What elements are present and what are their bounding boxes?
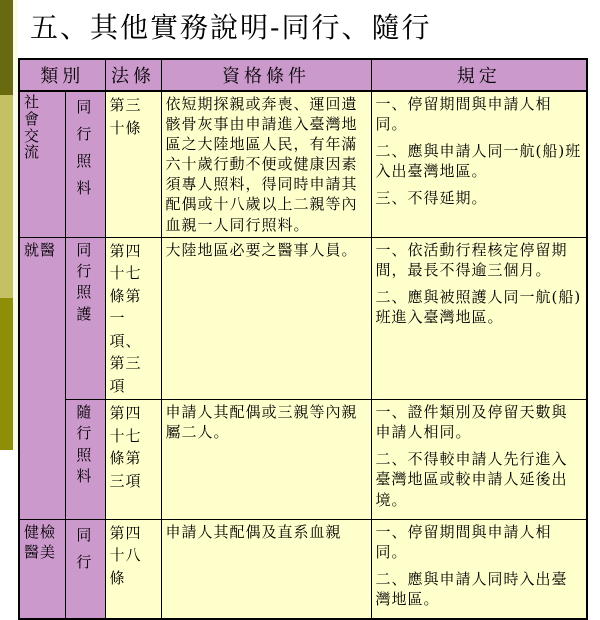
table-row — [19, 91, 587, 237]
qualification-cell — [161, 91, 371, 237]
regulation-item: 二、應與申請人同時入出臺灣地區。 — [375, 569, 568, 608]
law-cell — [105, 519, 161, 619]
qualification-text: 申請人其配偶及直系血親 — [165, 522, 342, 541]
sidebar-accent-top — [0, 0, 13, 95]
regulation-item: 二、不得較申請人先行進入臺灣地區或較申請人延後出境。 — [375, 450, 568, 509]
column-header-category: 類別 — [19, 59, 105, 91]
regulation-cell — [371, 91, 587, 237]
table-row — [19, 519, 587, 619]
subcategory-label: 同行 — [76, 525, 93, 571]
regulation-item: 一、停留期間與申請人相同。 — [375, 95, 552, 134]
subcategory-cell — [65, 237, 105, 400]
subcategory-cell — [65, 400, 105, 519]
column-header-law: 法條 — [105, 59, 161, 91]
regulation-cell — [371, 519, 587, 619]
law-text: 第四十七條第三項 — [109, 404, 142, 490]
law-text: 第四十八條 — [109, 523, 142, 587]
category-cell — [19, 91, 65, 237]
regulation-item: 二、應與被照護人同一航(船)班進入臺灣地區。 — [375, 287, 582, 326]
subcategory-cell — [65, 91, 105, 237]
qualification-cell — [161, 519, 371, 619]
regulations-table — [18, 58, 588, 620]
table-row — [19, 237, 587, 400]
regulation-item: 二、應與申請人同一航(船)班入出臺灣地區。 — [375, 142, 582, 181]
regulation-item: 一、停留期間與申請人相同。 — [375, 522, 552, 561]
category-label: 健檢醫美 — [24, 522, 57, 561]
qualification-cell — [161, 237, 371, 400]
category-label: 就醫 — [24, 240, 57, 259]
law-cell — [105, 237, 161, 400]
law-cell — [105, 400, 161, 519]
regulation-cell — [371, 400, 587, 519]
qualification-cell — [161, 400, 371, 519]
regulation-item: 一、依活動行程核定停留期間，最長不得逾三個月。 — [375, 240, 568, 279]
table-header-row — [19, 59, 587, 91]
qualification-text: 申請人其配偶或三親等內親屬二人。 — [165, 403, 358, 442]
sidebar-accent-middle — [0, 95, 13, 298]
page-title: 五、其他實務說明-同行、隨行 — [30, 11, 432, 44]
category-label: 社會交流 — [24, 93, 41, 162]
qualification-text: 大陸地區必要之醫事人員。 — [165, 240, 358, 259]
subcategory-cell — [65, 519, 105, 619]
law-text: 第四十七條第一項、第三項 — [109, 241, 142, 395]
category-cell — [19, 519, 65, 619]
column-header-regulation: 規定 — [371, 59, 587, 91]
subcategory-label: 同行照護 — [76, 240, 93, 323]
law-text: 第三十條 — [109, 96, 142, 137]
regulation-item: 三、不得延期。 — [375, 189, 488, 208]
sidebar-accent-bottom — [0, 298, 13, 450]
category-cell — [19, 237, 65, 519]
subcategory-label: 同行照料 — [76, 98, 93, 197]
table-row — [19, 400, 587, 519]
subcategory-label: 隨行照料 — [76, 403, 93, 486]
column-header-qualification: 資格條件 — [161, 59, 371, 91]
law-cell — [105, 91, 161, 237]
regulation-cell — [371, 237, 587, 400]
qualification-text: 依短期探親或奔喪、運回遺骸骨灰事由申請進入臺灣地區之大陸地區人民，有年滿六十歲行動不便或健康因素須專人照料，得同時申請其配偶或十八歲以上二親等內血親一人同行照料。 — [165, 95, 358, 234]
regulation-item: 一、證件類別及停留天數與申請人相同。 — [375, 403, 568, 442]
